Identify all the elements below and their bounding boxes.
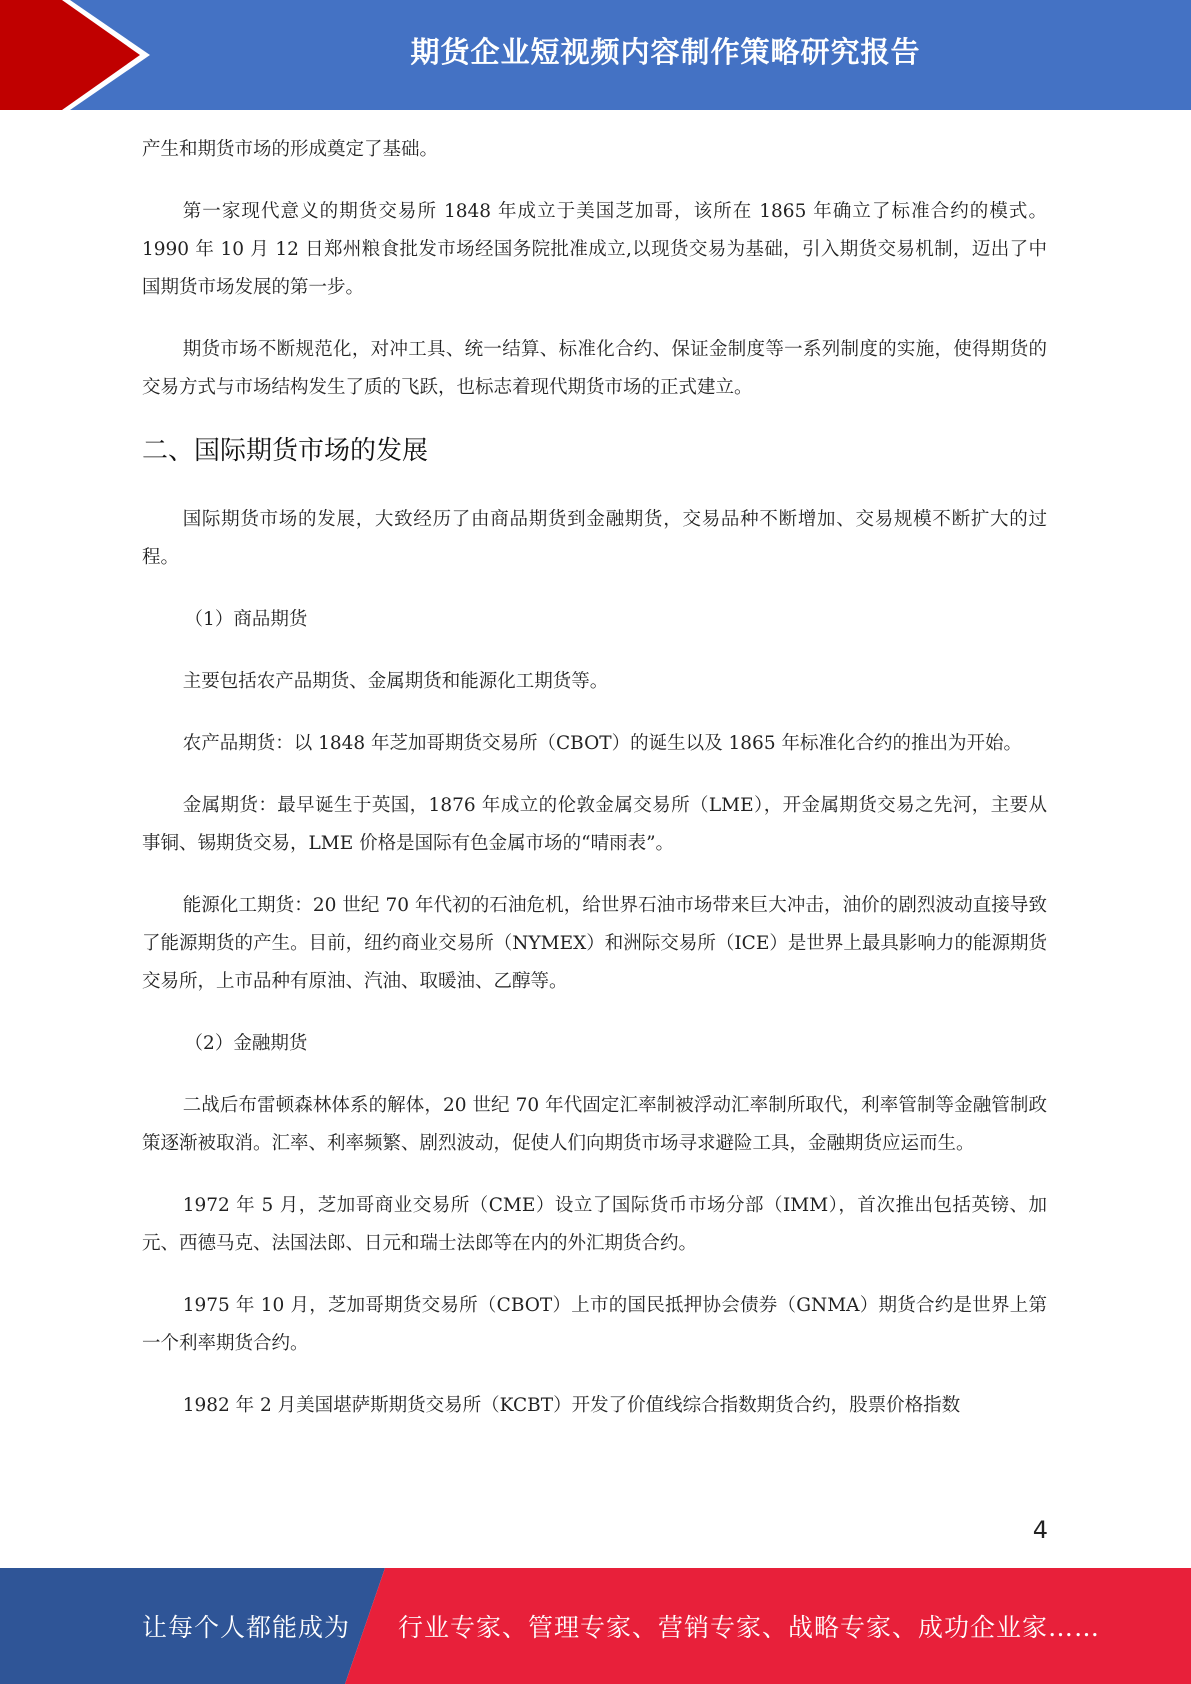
paragraph: 1982 年 2 月美国堪萨斯期货交易所（KCBT）开发了价值线综合指数期货合约，股票价格指数 bbox=[182, 1395, 961, 1416]
paragraph: 农产品期货：以 1848 年芝加哥期货交易所（CBOT）的诞生以及 1865 年标准化合约的推出为开始。 bbox=[182, 733, 1022, 754]
page-footer bbox=[0, 1568, 1191, 1684]
paragraph: 国际期货市场的发展，大致经历了由商品期货到金融期货，交易品种不断增加、交易规模不断扩大的过程。 bbox=[142, 509, 1047, 568]
page-number: 4 bbox=[1032, 1516, 1048, 1544]
page-body bbox=[142, 131, 1047, 1449]
footer-slogan-right: 行业专家、管理专家、营销专家、战略专家、成功企业家…… bbox=[398, 1613, 1101, 1642]
paragraph: 产生和期货市场的形成奠定了基础。 bbox=[142, 139, 439, 160]
page-header bbox=[0, 0, 1191, 110]
footer-slogan-left: 让每个人都能成为 bbox=[142, 1613, 351, 1642]
paragraph: 主要包括农产品期货、金属期货和能源化工期货等。 bbox=[182, 671, 609, 692]
paragraph: 1972 年 5 月，芝加哥商业交易所（CME）设立了国际货币市场分部（IMM），首次推出包括英镑、加元、西德马克、法国法郎、日元和瑞士法郎等在内的外汇期货合约。 bbox=[142, 1195, 1047, 1254]
report-title: 期货企业短视频内容制作策略研究报告 bbox=[410, 34, 921, 69]
section-heading: 二、国际期货市场的发展 bbox=[142, 436, 429, 466]
paragraph: 二战后布雷顿森林体系的解体，20 世纪 70 年代固定汇率制被浮动汇率制所取代，利率管制等金融管制政策逐渐被取消。汇率、利率频繁、剧烈波动，促使人们向期货市场寻求避险工具，金融期货应运而生。 bbox=[142, 1095, 1047, 1154]
subsection-label: （2）金融期货 bbox=[184, 1033, 308, 1054]
paragraph: 能源化工期货：20 世纪 70 年代初的石油危机，给世界石油市场带来巨大冲击，油价的剧烈波动直接导致了能源期货的产生。目前，纽约商业交易所（NYMEX）和洲际交易所（ICE）是世界上最具影响力的能源期货交易所，上市品种有原油、汽油、取暖油、乙醇等。 bbox=[142, 895, 1047, 992]
paragraph: 期货市场不断规范化，对冲工具、统一结算、标准化合约、保证金制度等一系列制度的实施，使得期货的交易方式与市场结构发生了质的飞跃，也标志着现代期货市场的正式建立。 bbox=[142, 339, 1047, 398]
paragraph: 第一家现代意义的期货交易所 1848 年成立于美国芝加哥，该所在 1865 年确立了标准合约的模式。1990 年 10 月 12 日郑州粮食批发市场经国务院批准成立,以现货交易为基础，引入期货交易机制，迈出了中国期货市场发展的第一步。 bbox=[142, 201, 1047, 298]
paragraph: 1975 年 10 月，芝加哥期货交易所（CBOT）上市的国民抵押协会债券（GNMA）期货合约是世界上第一个利率期货合约。 bbox=[142, 1295, 1047, 1354]
paragraph: 金属期货：最早诞生于英国，1876 年成立的伦敦金属交易所（LME），开金属期货交易之先河，主要从事铜、锡期货交易，LME 价格是国际有色金属市场的“晴雨表”。 bbox=[142, 795, 1047, 854]
subsection-label: （1）商品期货 bbox=[184, 609, 308, 630]
